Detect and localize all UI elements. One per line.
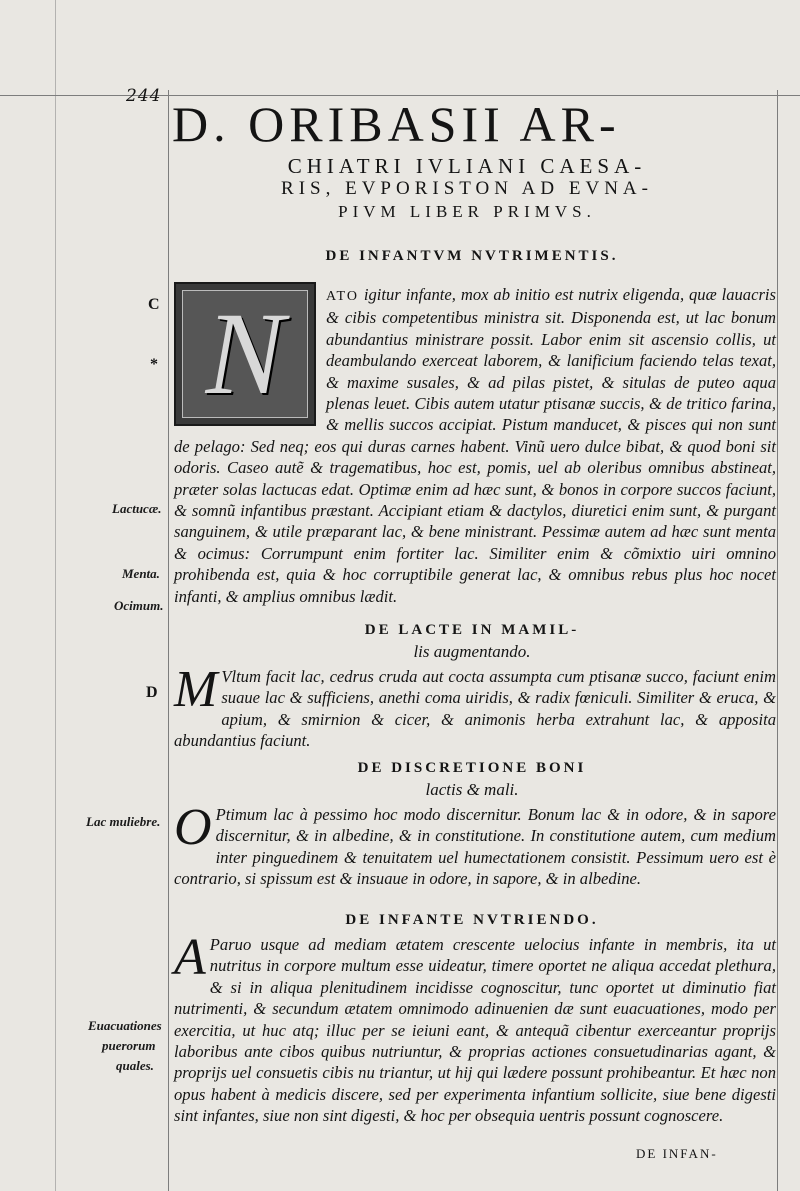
left-column-rule	[168, 90, 169, 1191]
margin-note-lactucae: Lactucæ.	[112, 501, 162, 516]
section-paragraph	[174, 284, 776, 607]
margin-note-euacuationes: Euacuationes	[88, 1018, 162, 1033]
right-column-rule	[777, 90, 778, 1191]
catchword: DE INFAN-	[636, 1146, 718, 1161]
paragraph-text: Ptimum lac à pessimo hoc modo discernitur. Bonum lac & in odore, & in sapore discernitur, & in albedine, & in constitutione. In constitutione autem, cum medium inter pinguedinem & tenuitatem uel humectationem consistit. Pessimum uero est è contrario, si spissum est & insuaue in odore, in sapore, & in albedine.	[174, 805, 776, 889]
initial-letter: A	[174, 929, 206, 986]
margin-note-puerorum: puerorum	[102, 1038, 156, 1053]
initial-letter: M	[174, 661, 218, 718]
section-subheading: lactis & mali.	[425, 780, 519, 799]
title-line-4: PIVM LIBER PRIMVS.	[338, 202, 596, 221]
section-paragraph	[174, 799, 776, 890]
section-subheading: lis augmentando.	[413, 642, 531, 661]
margin-note-ocimum: Ocimum.	[114, 598, 164, 613]
title-line-3: RIS, EVPORISTON AD EVNA-	[281, 178, 653, 199]
lead-word: ATO	[326, 289, 359, 304]
margin-letter: *	[150, 356, 158, 373]
section-heading: DE INFANTVM NVTRIMENTIS.	[325, 248, 619, 264]
paragraph-text: Vltum facit lac, cedrus cruda aut cocta assumpta cum ptisanæ succo, faciunt enim suaue lac & sufficiens, anethi coma uiridis, & radix fœniculi. Similiter & eruca, & apium, & smirnion & cicer, & animonis herba extrahunt lac, & apposita abundantius faciunt.	[174, 667, 776, 751]
decorated-initial	[174, 282, 316, 426]
section-heading: DE LACTE IN MAMIL-	[364, 622, 580, 638]
margin-letter: D	[146, 684, 158, 701]
margin-note-quales: quales.	[116, 1058, 154, 1073]
section-paragraph	[174, 661, 776, 752]
title-line-1: D. ORIBASII AR-	[172, 96, 621, 152]
initial-letter: O	[174, 799, 212, 856]
margin-letter: C	[148, 296, 160, 313]
margin-note-lac-muliebre: Lac muliebre.	[86, 814, 161, 829]
section-heading: DE INFANTE NVTRIENDO.	[345, 912, 599, 928]
paragraph-text: Paruo usque ad mediam ætatem crescente uelocius infante in membris, ita ut nutritus in corpore multum esse uideatur, timere oportet ne aliqua accedat plethura, & si in aliqua plenitudinem incidisse cognoscitur, tunc oportet ut diminutio fiat nutrimenti, & secundum ætatem omnimodo adinuenien dæ sunt euacuationes, modo per exercitia, ut huc atq; illuc per se ieiuni eant, & antequã cibentur exerceantur proprijs laboribus ante cibos quibus nutriuntur, & proprias actiones consuetudinarias agant, & proprijs uel consuetis cibis nu triantur, ut hij qui lædere possunt prohibeantur. Et hæc non opus habent à medicis discere, sed per experimenta infantium sollicite, siue bene digesti sint infantes, siue non sint digesti, & hoc per obsequia uentris possunt cognoscere.	[174, 935, 776, 1126]
initial-letter: N	[205, 288, 285, 419]
margin-note-menta: Menta.	[122, 566, 160, 581]
margin-rule	[55, 0, 56, 1191]
page-number: 244	[126, 86, 162, 106]
section-heading: DE DISCRETIONE BONI	[357, 760, 587, 776]
section-paragraph	[174, 929, 776, 1127]
title-line-2: CHIATRI IVLIANI CAESA-	[287, 154, 647, 178]
paragraph-text: igitur infante, mox ab initio est nutrix eligenda, quæ lauacris & cibis competentibus ministra sit. Disponenda est, ut lac bonum abundantius ministrare possit. Labor enim sit ascensio collis, ut deambulando exerceat laborem, & lanificium faciendo telas texat, & maxime susales, & ad pilas pistet, & situlas de puteo aqua plenas leuet. Cibis autem utatur ptisanæ succis, & de tritico farina, & mellis succos accipiat. Pistum manducet, & pisces qui non sunt de pelago: Sed neq; eos qui duras carnes habent. Vinũ uero dulce bibat, & quod boni sit odoris. Caseo autẽ & tragematibus, hoc est, pomis, uel ab oleribus omnibus abstineat, præter solas lactucas edat. Optimæ enim ad hæc sunt, & bonos in corpore succos faciunt, & somnũ infantibus præstant. Accipiant etiam & dactylos, diuretici enim sunt, & purgant sanguinem, & utile præparant lac, & bene ministrant. Pessimæ autem ad hæc sunt menta & ocimus: Corrumpunt enim fortiter lac. Similiter enim & cõmixtio uiri omnino prohibenda est, quia & hoc corruptibile generat lac, & omnibus rebus plus hoc nocet infanti, & amplius omnibus lædit.	[174, 285, 776, 606]
